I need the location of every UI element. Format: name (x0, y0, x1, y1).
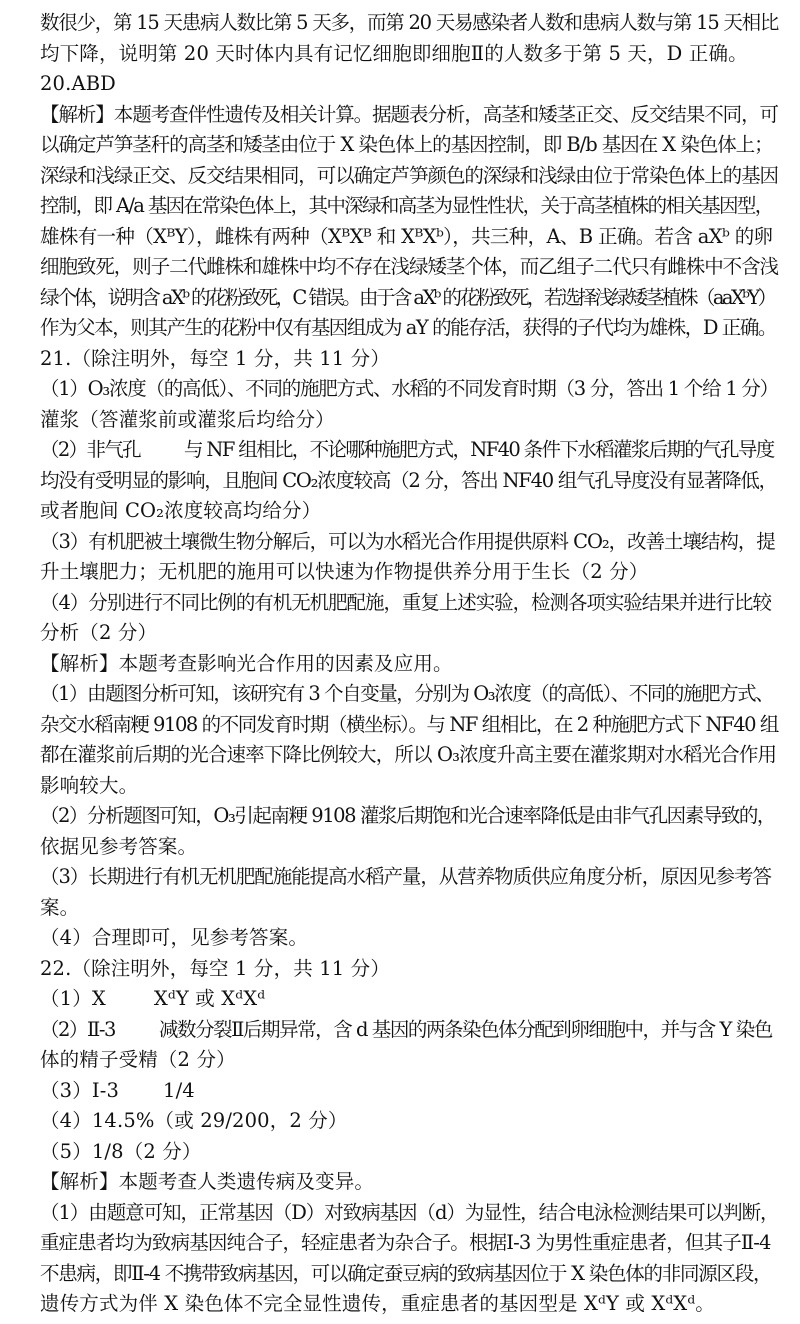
q21-answer-2 (40, 435, 778, 466)
q22-analysis-line-5: 遗传方式为伴 X 染色体不完全显性遗传，重症患者的基因型是 XᵈY 或 XᵈXᵈ。 (40, 1292, 715, 1315)
q20-analysis-line-4: 控制，即 A/a 基因在常染色体上，其中深绿和高茎为显性性状，关于高茎植株的相关基因型， (40, 194, 773, 217)
q20-analysis-line-7: 绿个体，说明含 aXᵇ 的花粉致死，C 错误。由于含 aXᵇ 的花粉致死，若选择浅绿矮茎植株（aaXᵇY） (40, 285, 775, 309)
q22-answer-3 (40, 1076, 778, 1107)
q21-analysis-line-7: 依据见参考答案。 (40, 834, 198, 858)
q22-answer-3-rest: 1/4 (163, 1078, 195, 1102)
q22-analysis-line-4: 不患病，即Ⅱ-4 不携带致病基因，可以确定蚕豆病的致病基因位于 X 染色体的非同源区段， (40, 1261, 772, 1285)
q20-analysis-line-6: 细胞致死，则子二代雌株和雄株中均不存在浅绿矮茎个体，而乙组子二代只有雌株中不含浅 (40, 255, 779, 278)
q21-analysis-line-10: （4）合理即可，见参考答案。 (40, 926, 309, 949)
q21-answer-3: （3）有机肥被土壤微生物分解后，可以为水稻光合作用提供原料 CO₂，改善土壤结构，提 (40, 529, 775, 553)
q22-answer-1 (40, 984, 778, 1015)
q20-analysis-line-2: 以确定芦笋茎秆的高茎和矮茎由位于 X 染色体上的基因控制，即 B/b 基因在 X 染色体上； (40, 133, 773, 156)
q22-analysis-line-3: 重症患者均为致病基因纯合子，轻症患者为杂合子。根据Ⅰ-3 为男性重症患者，但其子Ⅱ-4 (40, 1231, 771, 1254)
q21-analysis-line-2: （1）由题图分析可知，该研究有 3 个自变量，分别为 O₃浓度（的高低）、不同的施肥方式、 (40, 682, 774, 705)
q20-analysis-line-8: 作为父本，则其产生的花粉中仅有基因组成为 aY 的能存活，获得的子代均为雄株，D 正确。 (40, 316, 776, 339)
q22-header: 22.（除注明外，每空 1 分，共 11 分） (40, 956, 390, 980)
q20-answer: 20.ABD (40, 72, 116, 95)
q21-answer-4: （4）分别进行不同比例的有机无机肥配施，重复上述实验，检测各项实验结果并进行比较 (40, 590, 771, 614)
q20-analysis-line-5: 雄株有一种（XᴮY），雌株有两种（XᴮXᴮ 和 XᴮXᵇ），共三种，A、B 正确。若含 aXᵇ 的卵 (40, 224, 773, 248)
q22-answer-2 (40, 1015, 778, 1046)
q22-answer-5: （5）1/8（2 分） (40, 1139, 202, 1163)
q22-answer-1-rest: XᵈY 或 XᵈXᵈ (153, 987, 266, 1010)
q21-header: 21.（除注明外，每空 1 分，共 11 分） (40, 346, 390, 370)
q21-answer-1: （1）O₃浓度（的高低）、不同的施肥方式、水稻的不同发育时期（3 分，答出 1 个给 1 分） (40, 377, 778, 400)
q21-analysis-line-3: 杂交水稻南粳 9108 的不同发育时期（横坐标）。与 NF 组相比，在 2 种施肥方式下 NF40 组 (40, 712, 778, 736)
q21-analysis-line-6: （2）分析题图可知，O₃引起南粳 9108 灌浆后期饱和光合速率降低是由非气孔因素导致的， (40, 804, 775, 827)
q21-analysis-line-8: （3）长期进行有机无机肥配施能提高水稻产量，从营养物质供应角度分析，原因见参考答 (40, 865, 771, 888)
q22-answer-4: （4）14.5%（或 29/200，2 分） (40, 1109, 348, 1132)
q22-answer-2-rest: 减数分裂Ⅱ后期异常，含 d 基因的两条染色体分配到卵细胞中，并与含 Y 染色 (158, 1017, 772, 1041)
q21-answer-1b: 灌浆（答灌浆前或灌浆后均给分） (40, 407, 335, 431)
q21-analysis-line-1: 【解析】本题考查影响光合作用的因素及应用。 (40, 651, 453, 675)
q22-answer-1-label: （1）X (40, 987, 106, 1010)
q22-analysis-line-1: 【解析】本题考查人类遗传病及变异。 (40, 1170, 375, 1193)
q21-analysis-line-4: 都在灌浆前后期的光合速率下降比例较大，所以 O₃浓度升高主要在灌浆期对水稻光合作用 (40, 743, 777, 766)
q21-analysis-line-9: 案。 (40, 895, 80, 919)
q22-answer-2b: 体的精子受精（2 分） (40, 1048, 236, 1071)
q21-answer-2-label: （2）非气孔 (40, 438, 141, 461)
q19-line-2: 均下降，说明第 20 天时体内具有记忆细胞即细胞Ⅱ的人数多于第 5 天，D 正确。 (40, 41, 748, 65)
q20-analysis-line-1: 【解析】本题考查伴性遗传及相关计算。据题表分析，高茎和矮茎正交、反交结果不同，可 (40, 102, 779, 126)
q21-analysis-line-5: 影响较大。 (40, 773, 139, 797)
q21-answer-2-text: 与 NF 组相比，不论哪种施肥方式，NF40 条件下水稻灌浆后期的气孔导度 (184, 438, 774, 461)
q19-line-1: 数很少，第 15 天患病人数比第 5 天多，而第 20 天易感染者人数和患病人数与第 15 天相比 (40, 11, 779, 34)
q21-answer-2b: 均没有受明显的影响，且胞间 CO₂浓度较高（2 分，答出 NF40 组气孔导度没有显著降低， (40, 468, 777, 492)
q21-answer-2c: 或者胞间 CO₂浓度较高均给分） (40, 499, 322, 522)
q22-analysis-line-2: （1）由题意可知，正常基因（D）对致病基因（d）为显性，结合电泳检测结果可以判断， (40, 1200, 779, 1224)
q21-answer-4b: 分析（2 分） (40, 621, 158, 644)
q21-answer-3b: 升土壤肥力；无机肥的施用可以快速为作物提供养分用于生长（2 分） (40, 560, 649, 583)
q22-answer-2-label: （2）Ⅱ-3 (40, 1017, 115, 1041)
q20-analysis-line-3: 深绿和浅绿正交、反交结果相同，可以确定芦笋颜色的深绿和浅绿由位于常染色体上的基因 (40, 163, 779, 187)
q22-answer-3-label: （3）Ⅰ-3 (40, 1078, 120, 1102)
